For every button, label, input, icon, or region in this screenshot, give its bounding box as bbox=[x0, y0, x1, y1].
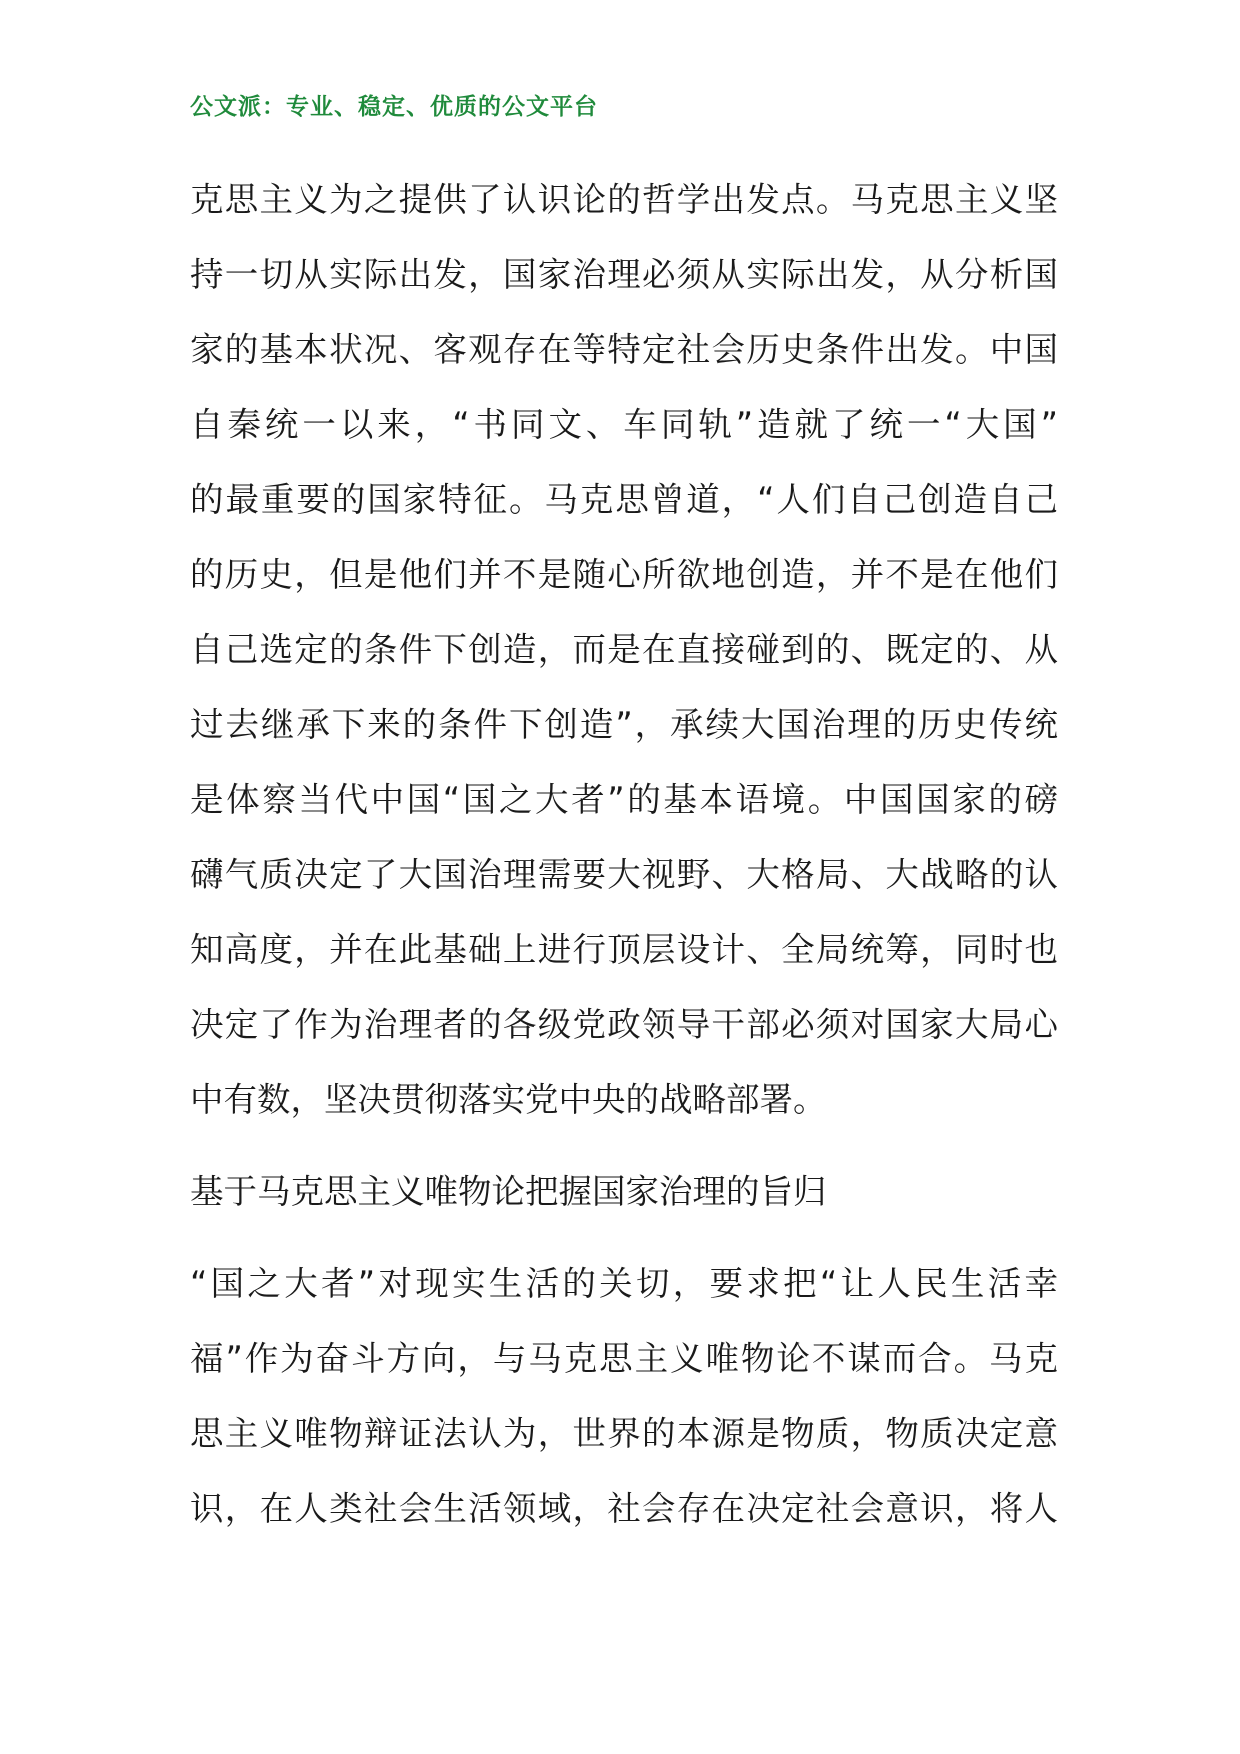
text-line: 的最重要的国家特征。马克思曾道，“人们自己创造自己 bbox=[190, 480, 1058, 519]
text-line: 思主义唯物辩证法认为，世界的本源是物质，物质决定意 bbox=[190, 1414, 1058, 1453]
text-line: 礴气质决定了大国治理需要大视野、大格局、大战略的认 bbox=[190, 855, 1058, 894]
document-body bbox=[190, 162, 1058, 1546]
text-line: 中有数，坚决贯彻落实党中央的战略部署。 bbox=[190, 1080, 827, 1119]
paragraph-1 bbox=[190, 162, 1058, 1137]
paragraph-2 bbox=[190, 1246, 1058, 1546]
text-line: 持一切从实际出发，国家治理必须从实际出发，从分析国 bbox=[190, 255, 1058, 294]
text-line: 过去继承下来的条件下创造”，承续大国治理的历史传统 bbox=[190, 705, 1058, 744]
text-line: 克思主义为之提供了认识论的哲学出发点。马克思主义坚 bbox=[190, 180, 1058, 219]
text-line: 是体察当代中国“国之大者”的基本语境。中国国家的磅 bbox=[190, 780, 1058, 819]
section-heading: 基于马克思主义唯物论把握国家治理的旨归 bbox=[190, 1172, 827, 1211]
site-header: 公文派：专业、稳定、优质的公文平台 bbox=[190, 93, 598, 120]
text-line: “国之大者”对现实生活的关切，要求把“让人民生活幸 bbox=[190, 1264, 1058, 1303]
text-line: 知高度，并在此基础上进行顶层设计、全局统筹，同时也 bbox=[190, 930, 1058, 969]
text-line: 家的基本状况、客观存在等特定社会历史条件出发。中国 bbox=[190, 330, 1058, 369]
paragraph-gap bbox=[190, 1229, 1058, 1246]
text-line: 自己选定的条件下创造，而是在直接碰到的、既定的、从 bbox=[190, 630, 1058, 669]
text-line: 的历史，但是他们并不是随心所欲地创造，并不是在他们 bbox=[190, 555, 1058, 594]
text-line: 自秦统一以来，“书同文、车同轨”造就了统一“大国” bbox=[190, 405, 1058, 444]
paragraph-gap bbox=[190, 1137, 1058, 1154]
text-line: 识，在人类社会生活领域，社会存在决定社会意识，将人 bbox=[190, 1489, 1058, 1528]
text-line: 决定了作为治理者的各级党政领导干部必须对国家大局心 bbox=[190, 1005, 1058, 1044]
text-line: 福”作为奋斗方向，与马克思主义唯物论不谋而合。马克 bbox=[190, 1339, 1058, 1378]
